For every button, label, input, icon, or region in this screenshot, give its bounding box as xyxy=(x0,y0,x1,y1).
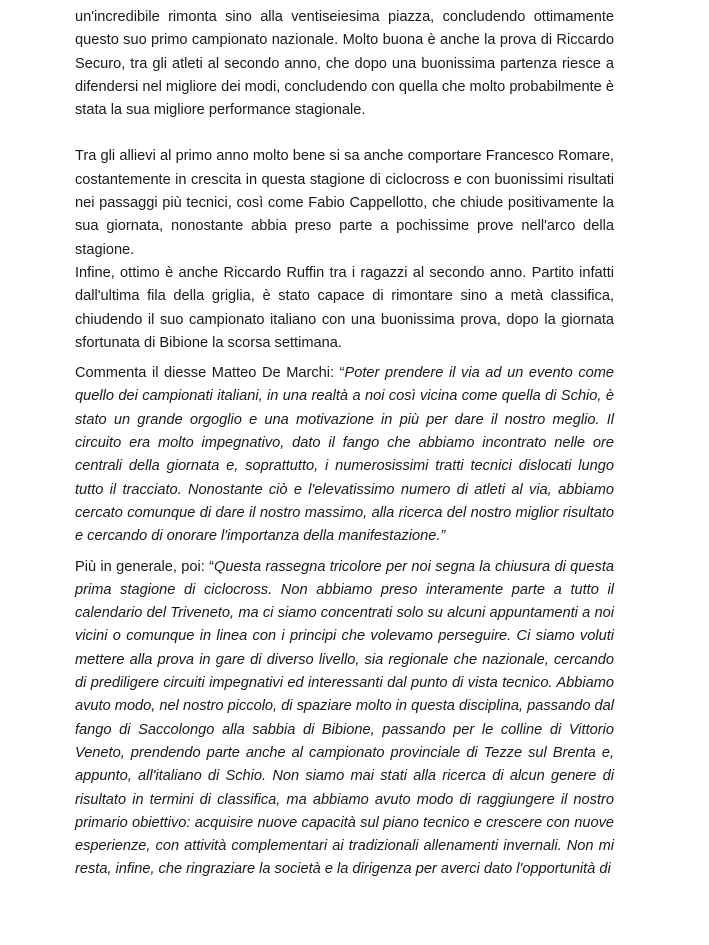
comment-lead: Commenta il diesse Matteo De Marchi: “ xyxy=(75,365,345,382)
paragraph-securo: un'incredibile rimonta sino alla ventiseiesima piazza, concludendo ottimamente questo suo primo campionato nazionale. Molto buona è anche la prova di Riccardo Securo, tra gli atleti al secondo anno, che dopo una buonissima partenza riesce a difendersi nel migliore dei modi, concludendo con quella che molto probabilmente è stata la sua migliore performance stagionale. xyxy=(75,9,614,119)
paragraph-general-comment xyxy=(75,556,614,882)
comment-quote-close: ” xyxy=(440,528,446,545)
general-lead: Più in generale, poi: “ xyxy=(75,558,215,575)
general-quote: Questa rassegna tricolore per noi segna la chiusura di questa prima stagione di ciclocross. Non abbiamo preso interamente parte a tutto il calendario del Triveneto, ma ci siamo concentrati solo su alcuni appuntamenti a noi vicini o comunque in linea con i principi che volevamo perseguire. Ci siamo voluti mettere alla prova in gare di diverso livello, sia regionale che nazionale, cercando di prediligere circuiti impegnativi ed interessanti dal punto di vista tecnico. Abbiamo avuto modo, nel nostro piccolo, di spaziare molto in questa disciplina, passando dal fango di Saccolongo alla sabbia di Bibione, passando per le colline di Vittorio Veneto, prendendo parte anche al campionato provinciale di Tezze sul Brenta e, appunto, all'italiano di Schio. Non siamo mai stati alla ricerca di alcun genere di risultato in termini di classifica, ma abbiamo avuto modo di raggiungere il nostro primario obiettivo: acquisire nuove capacità sul piano tecnico e crescere con nuove esperienze, con attività complementari ai tradizionali allenamenti invernali. Non mi resta, infine, che ringraziare la società e la dirigenza per averci dato l'opportunità di xyxy=(75,558,614,878)
paragraph-allievi-primo-anno: Tra gli allievi al primo anno molto bene si sa anche comportare Francesco Romare, costantemente in crescita in questa stagione di ciclocross e con buonissimi risultati nei passaggi più tecnici, così come Fabio Cappellotto, che chiude positivamente la sua giornata, nonostante abbia preso parte a pochissime prove nell'arco della stagione. xyxy=(75,148,614,258)
paragraph-comment-de-marchi xyxy=(75,362,614,548)
document-page xyxy=(75,6,614,882)
comment-quote: Poter prendere il via ad un evento come quello dei campionati italiani, in una realtà a noi così vicina come quella di Schio, è stato un grande orgoglio e una motivazione in più per dare il nostro meglio. Il circuito era molto impegnativo, dato il fango che abbiamo incontrato nelle ore centrali della giornata e, soprattutto, i numerosissimi tratti tecnici dislocati lungo tutto il tracciato. Nonostante ciò e l'elevatissimo numero di atleti al via, abbiamo cercato comunque di dare il nostro massimo, alla ricerca del nostro miglior risultato e cercando di onorare l'importanza della manifestazione. xyxy=(75,365,614,545)
paragraph-ruffin: Infine, ottimo è anche Riccardo Ruffin tra i ragazzi al secondo anno. Partito infatti dall'ultima fila della griglia, è stato capace di rimontare sino a metà classifica, chiudendo il suo campionato italiano con una buonissima prova, dopo la giornata sfortunata di Bibione la scorsa settimana. xyxy=(75,264,614,351)
